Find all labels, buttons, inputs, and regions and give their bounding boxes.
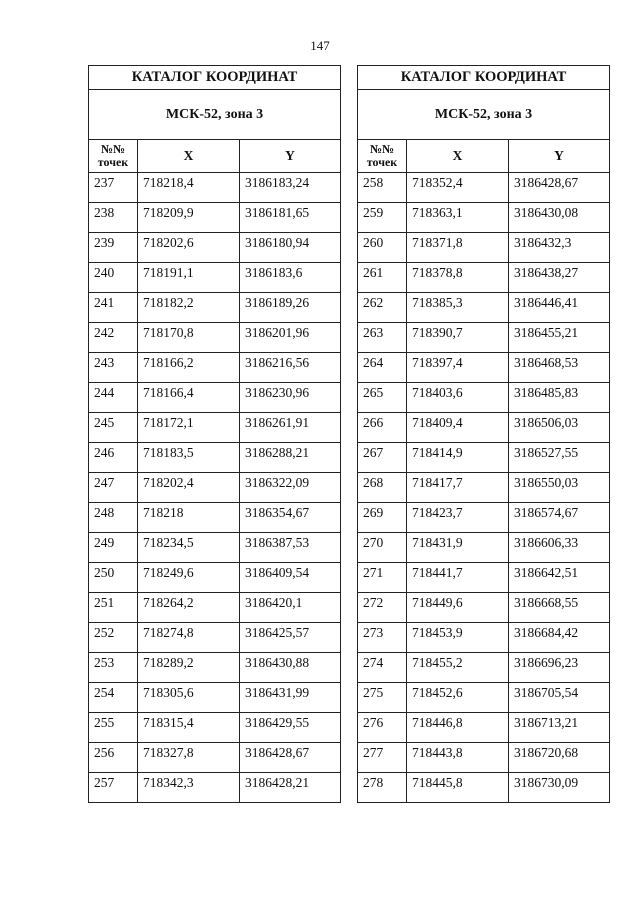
- table-row: [89, 323, 341, 353]
- point-number-cell: 237: [89, 173, 138, 203]
- coordinate-system-zone: МСК-52, зона 3: [89, 90, 341, 140]
- point-number-cell: 247: [89, 473, 138, 503]
- point-number-cell: 251: [89, 593, 138, 623]
- point-number-cell: 245: [89, 413, 138, 443]
- x-coordinate-cell: 718234,5: [138, 533, 240, 563]
- coordinate-system-zone: МСК-52, зона 3: [358, 90, 610, 140]
- y-coordinate-cell: 3186183,24: [240, 173, 341, 203]
- point-number-cell: 239: [89, 233, 138, 263]
- x-coordinate-cell: 718385,3: [407, 293, 509, 323]
- point-number-cell: 273: [358, 623, 407, 653]
- table-row: [89, 443, 341, 473]
- x-coordinate-cell: 718166,4: [138, 383, 240, 413]
- x-coordinate-cell: 718183,5: [138, 443, 240, 473]
- table-row: [358, 743, 610, 773]
- x-coordinate-cell: 718202,6: [138, 233, 240, 263]
- x-coordinate-cell: 718274,8: [138, 623, 240, 653]
- table-row: [89, 383, 341, 413]
- y-coordinate-cell: 3186468,53: [509, 353, 610, 383]
- y-coordinate-cell: 3186261,91: [240, 413, 341, 443]
- point-number-cell: 257: [89, 773, 138, 803]
- x-coordinate-cell: 718445,8: [407, 773, 509, 803]
- x-coordinate-cell: 718170,8: [138, 323, 240, 353]
- y-coordinate-cell: 3186322,09: [240, 473, 341, 503]
- point-number-cell: 267: [358, 443, 407, 473]
- x-coordinate-cell: 718378,8: [407, 263, 509, 293]
- point-number-cell: 240: [89, 263, 138, 293]
- table-row: [89, 353, 341, 383]
- y-coordinate-cell: 3186485,83: [509, 383, 610, 413]
- point-number-cell: 243: [89, 353, 138, 383]
- y-coordinate-cell: 3186387,53: [240, 533, 341, 563]
- table-row: [89, 623, 341, 653]
- x-coordinate-cell: 718315,4: [138, 713, 240, 743]
- table-row: [358, 293, 610, 323]
- point-number-cell: 246: [89, 443, 138, 473]
- table-row: [89, 263, 341, 293]
- table-row: [89, 173, 341, 203]
- table-row: [358, 653, 610, 683]
- point-number-cell: 264: [358, 353, 407, 383]
- table-body: [358, 173, 610, 803]
- point-number-cell: 261: [358, 263, 407, 293]
- table-row: [358, 353, 610, 383]
- table-row: [358, 713, 610, 743]
- x-coordinate-cell: 718363,1: [407, 203, 509, 233]
- x-coordinate-cell: 718191,1: [138, 263, 240, 293]
- coordinate-catalog-table-left: [88, 65, 341, 803]
- point-number-cell: 272: [358, 593, 407, 623]
- y-coordinate-cell: 3186642,51: [509, 563, 610, 593]
- x-coordinate-cell: 718441,7: [407, 563, 509, 593]
- y-coordinate-cell: 3186409,54: [240, 563, 341, 593]
- table-row: [89, 683, 341, 713]
- point-number-cell: 278: [358, 773, 407, 803]
- point-number-cell: 249: [89, 533, 138, 563]
- table-row: [358, 173, 610, 203]
- x-coordinate-cell: 718249,6: [138, 563, 240, 593]
- x-coordinate-cell: 718414,9: [407, 443, 509, 473]
- x-coordinate-cell: 718166,2: [138, 353, 240, 383]
- x-coordinate-cell: 718417,7: [407, 473, 509, 503]
- table-row: [358, 233, 610, 263]
- y-coordinate-cell: 3186420,1: [240, 593, 341, 623]
- table-row: [358, 503, 610, 533]
- y-coordinate-cell: 3186705,54: [509, 683, 610, 713]
- x-coordinate-cell: 718305,6: [138, 683, 240, 713]
- x-coordinate-cell: 718172,1: [138, 413, 240, 443]
- catalog-title: КАТАЛОГ КООРДИНАТ: [358, 66, 610, 90]
- point-number-cell: 258: [358, 173, 407, 203]
- point-number-cell: 274: [358, 653, 407, 683]
- x-coordinate-cell: 718452,6: [407, 683, 509, 713]
- x-coordinate-cell: 718209,9: [138, 203, 240, 233]
- y-coordinate-cell: 3186430,08: [509, 203, 610, 233]
- point-number-header: [358, 140, 407, 173]
- table-row: [89, 413, 341, 443]
- y-coordinate-cell: 3186668,55: [509, 593, 610, 623]
- catalog-title: КАТАЛОГ КООРДИНАТ: [89, 66, 341, 90]
- y-coordinate-cell: 3186438,27: [509, 263, 610, 293]
- table-row: [89, 773, 341, 803]
- point-number-header: [89, 140, 138, 173]
- point-number-cell: 248: [89, 503, 138, 533]
- table-row: [89, 593, 341, 623]
- table-row: [358, 623, 610, 653]
- point-number-cell: 241: [89, 293, 138, 323]
- x-coordinate-cell: 718327,8: [138, 743, 240, 773]
- y-coordinate-cell: 3186189,26: [240, 293, 341, 323]
- table-row: [358, 473, 610, 503]
- x-coordinate-cell: 718446,8: [407, 713, 509, 743]
- y-coordinate-cell: 3186446,41: [509, 293, 610, 323]
- y-coordinate-cell: 3186230,96: [240, 383, 341, 413]
- y-coordinate-cell: 3186428,67: [240, 743, 341, 773]
- x-coordinate-cell: 718403,6: [407, 383, 509, 413]
- y-coordinate-cell: 3186431,99: [240, 683, 341, 713]
- point-number-header-line1: №№: [100, 142, 126, 156]
- point-number-cell: 238: [89, 203, 138, 233]
- x-coordinate-cell: 718289,2: [138, 653, 240, 683]
- y-coordinate-cell: 3186730,09: [509, 773, 610, 803]
- point-number-cell: 276: [358, 713, 407, 743]
- y-coordinate-cell: 3186696,23: [509, 653, 610, 683]
- x-coordinate-cell: 718423,7: [407, 503, 509, 533]
- point-number-cell: 265: [358, 383, 407, 413]
- point-number-cell: 277: [358, 743, 407, 773]
- point-number-header-line2: точек: [366, 155, 398, 169]
- table-row: [89, 743, 341, 773]
- point-number-cell: 275: [358, 683, 407, 713]
- table-row: [358, 263, 610, 293]
- x-coordinate-cell: 718264,2: [138, 593, 240, 623]
- coordinate-catalog-table-right: [357, 65, 610, 803]
- y-coordinate-cell: 3186429,55: [240, 713, 341, 743]
- x-coordinate-cell: 718455,2: [407, 653, 509, 683]
- point-number-cell: 262: [358, 293, 407, 323]
- x-coordinate-cell: 718449,6: [407, 593, 509, 623]
- y-coordinate-cell: 3186428,21: [240, 773, 341, 803]
- table-body: [89, 173, 341, 803]
- table-row: [89, 473, 341, 503]
- y-coordinate-cell: 3186430,88: [240, 653, 341, 683]
- x-coordinate-cell: 718352,4: [407, 173, 509, 203]
- table-row: [358, 533, 610, 563]
- x-coordinate-cell: 718409,4: [407, 413, 509, 443]
- y-coordinate-cell: 3186606,33: [509, 533, 610, 563]
- table-row: [89, 713, 341, 743]
- y-coordinate-cell: 3186574,67: [509, 503, 610, 533]
- point-number-cell: 259: [358, 203, 407, 233]
- y-coordinate-cell: 3186720,68: [509, 743, 610, 773]
- table-row: [89, 503, 341, 533]
- point-number-cell: 244: [89, 383, 138, 413]
- point-number-cell: 269: [358, 503, 407, 533]
- table-row: [358, 563, 610, 593]
- y-coordinate-cell: 3186455,21: [509, 323, 610, 353]
- x-coordinate-cell: 718390,7: [407, 323, 509, 353]
- y-coordinate-cell: 3186216,56: [240, 353, 341, 383]
- table-row: [358, 413, 610, 443]
- x-coordinate-cell: 718202,4: [138, 473, 240, 503]
- table-row: [358, 323, 610, 353]
- point-number-cell: 260: [358, 233, 407, 263]
- point-number-cell: 256: [89, 743, 138, 773]
- y-coordinate-cell: 3186428,67: [509, 173, 610, 203]
- y-coordinate-cell: 3186527,55: [509, 443, 610, 473]
- y-coordinate-cell: 3186181,65: [240, 203, 341, 233]
- x-coordinate-cell: 718342,3: [138, 773, 240, 803]
- x-coordinate-cell: 718218: [138, 503, 240, 533]
- x-coordinate-cell: 718443,8: [407, 743, 509, 773]
- x-coordinate-cell: 718218,4: [138, 173, 240, 203]
- point-number-cell: 242: [89, 323, 138, 353]
- table-row: [89, 233, 341, 263]
- point-number-cell: 252: [89, 623, 138, 653]
- y-coordinate-cell: 3186180,94: [240, 233, 341, 263]
- x-column-header: X: [138, 140, 240, 173]
- point-number-header-line2: точек: [97, 155, 129, 169]
- table-row: [89, 653, 341, 683]
- table-row: [89, 533, 341, 563]
- y-coordinate-cell: 3186550,03: [509, 473, 610, 503]
- x-coordinate-cell: 718453,9: [407, 623, 509, 653]
- point-number-cell: 263: [358, 323, 407, 353]
- y-coordinate-cell: 3186432,3: [509, 233, 610, 263]
- x-coordinate-cell: 718397,4: [407, 353, 509, 383]
- table-row: [89, 203, 341, 233]
- point-number-cell: 266: [358, 413, 407, 443]
- point-number-cell: 255: [89, 713, 138, 743]
- table-row: [358, 443, 610, 473]
- point-number-header-line1: №№: [369, 142, 395, 156]
- table-row: [89, 563, 341, 593]
- x-coordinate-cell: 718371,8: [407, 233, 509, 263]
- y-coordinate-cell: 3186713,21: [509, 713, 610, 743]
- point-number-cell: 270: [358, 533, 407, 563]
- y-coordinate-cell: 3186684,42: [509, 623, 610, 653]
- table-row: [358, 593, 610, 623]
- point-number-cell: 250: [89, 563, 138, 593]
- table-row: [358, 683, 610, 713]
- point-number-cell: 268: [358, 473, 407, 503]
- x-column-header: X: [407, 140, 509, 173]
- table-row: [358, 203, 610, 233]
- y-coordinate-cell: 3186354,67: [240, 503, 341, 533]
- y-column-header: Y: [240, 140, 341, 173]
- y-coordinate-cell: 3186425,57: [240, 623, 341, 653]
- table-row: [358, 383, 610, 413]
- page-number: 147: [310, 38, 330, 53]
- y-coordinate-cell: 3186506,03: [509, 413, 610, 443]
- table-row: [358, 773, 610, 803]
- point-number-cell: 253: [89, 653, 138, 683]
- x-coordinate-cell: 718431,9: [407, 533, 509, 563]
- point-number-cell: 254: [89, 683, 138, 713]
- point-number-cell: 271: [358, 563, 407, 593]
- y-coordinate-cell: 3186201,96: [240, 323, 341, 353]
- y-coordinate-cell: 3186183,6: [240, 263, 341, 293]
- x-coordinate-cell: 718182,2: [138, 293, 240, 323]
- y-column-header: Y: [509, 140, 610, 173]
- table-row: [89, 293, 341, 323]
- y-coordinate-cell: 3186288,21: [240, 443, 341, 473]
